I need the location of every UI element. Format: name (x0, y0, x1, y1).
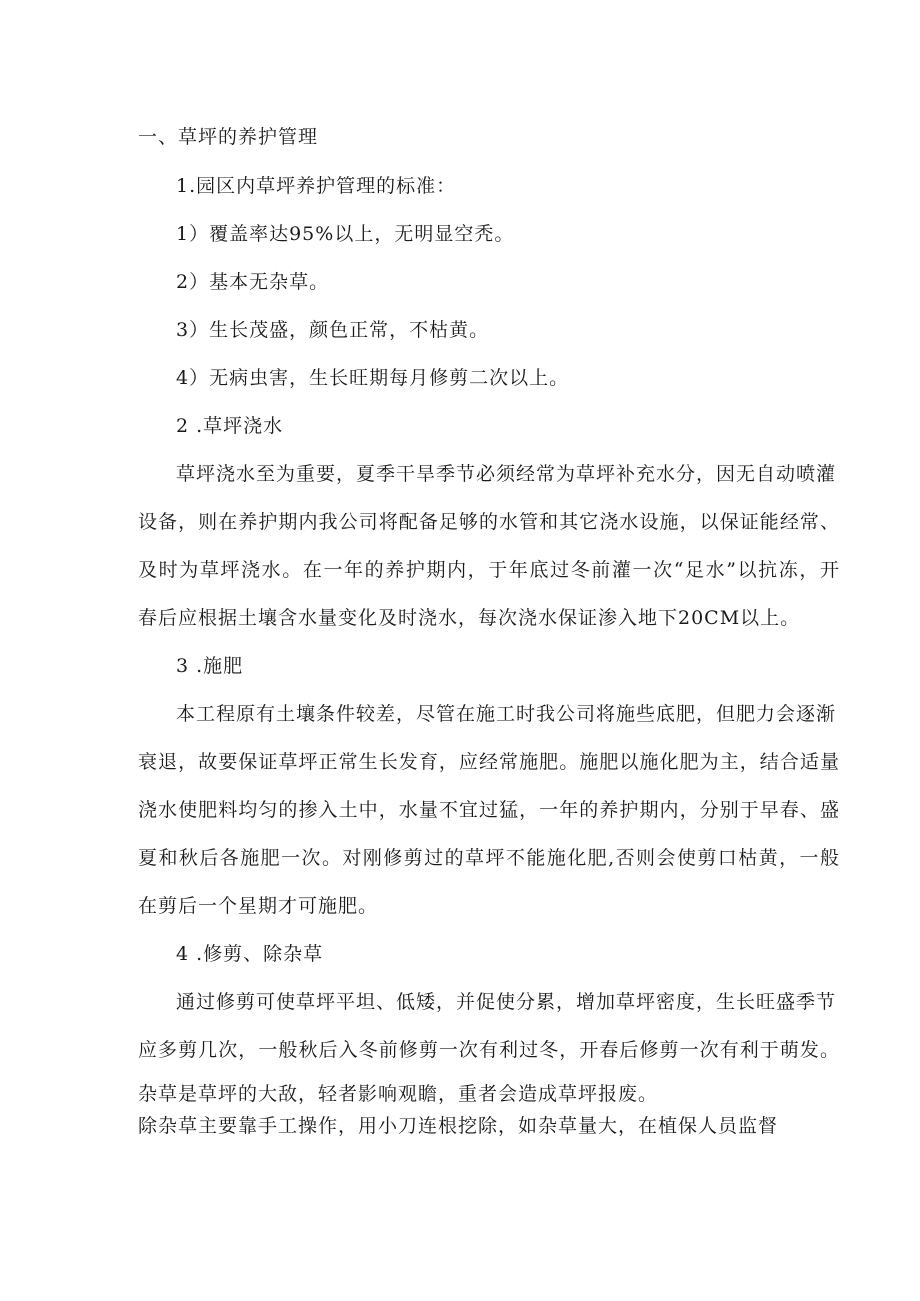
fertilizing-line: 本工程原有土壤条件较差，尽管在施工时我公司将施些底肥，但肥力会逐渐 (176, 703, 837, 725)
watering-line: 草坪浇水至为重要，夏季干旱季节必须经常为草坪补充水分，因无自动喷灌 (176, 463, 837, 485)
mowing-line: 杂草是草坪的大敌，轻者影响观瞻，重者会造成草坪报废。 (138, 1083, 659, 1105)
standard-heading: 1.园区内草坪养护管理的标准： (176, 175, 457, 197)
fertilizing-heading: 3 .施肥 (176, 655, 244, 677)
mowing-line: 应多剪几次，一般秋后入冬前修剪一次有利过冬，开春后修剪一次有利于萌发。 (138, 1039, 840, 1061)
fertilizing-line: 夏和秋后各施肥一次。对刚修剪过的草坪不能施化肥,否则会使剪口枯黄，一般 (138, 847, 840, 869)
standard-item: 1）覆盖率达95%以上，无明显空秃。 (176, 223, 515, 245)
fertilizing-line: 浇水使肥料均匀的掺入土中，水量不宜过猛，一年的养护期内，分别于早春、盛 (138, 799, 840, 821)
standard-item: 3）生长茂盛，颜色正常，不枯黄。 (176, 319, 490, 341)
fertilizing-line: 衰退，故要保证草坪正常生长发育，应经常施肥。施肥以施化肥为主，结合适量 (138, 751, 840, 773)
watering-heading: 2 .草坪浇水 (176, 415, 284, 437)
section-title: 一、草坪的养护管理 (138, 126, 319, 148)
fertilizing-line: 在剪后一个星期才可施肥。 (138, 895, 379, 917)
mowing-heading: 4 .修剪、除杂草 (176, 943, 324, 965)
watering-line: 设备，则在养护期内我公司将配备足够的水管和其它浇水设施，以保证能经常、 (138, 511, 840, 533)
standard-item: 4）无病虫害，生长旺期每月修剪二次以上。 (176, 367, 570, 389)
mowing-line: 除杂草主要靠手工操作，用小刀连根挖除，如杂草量大，在植保人员监督 (138, 1115, 779, 1137)
watering-line: 春后应根据土壤含水量变化及时浇水，每次浇水保证渗入地下20CM以上。 (138, 607, 801, 629)
watering-line: 及时为草坪浇水。在一年的养护期内，于年底过冬前灌一次“足水”以抗冻，开 (138, 559, 840, 581)
mowing-line: 通过修剪可使草坪平坦、低矮，并促使分累，增加草坪密度，生长旺盛季节 (176, 991, 837, 1013)
standard-item: 2）基本无杂草。 (176, 271, 330, 293)
